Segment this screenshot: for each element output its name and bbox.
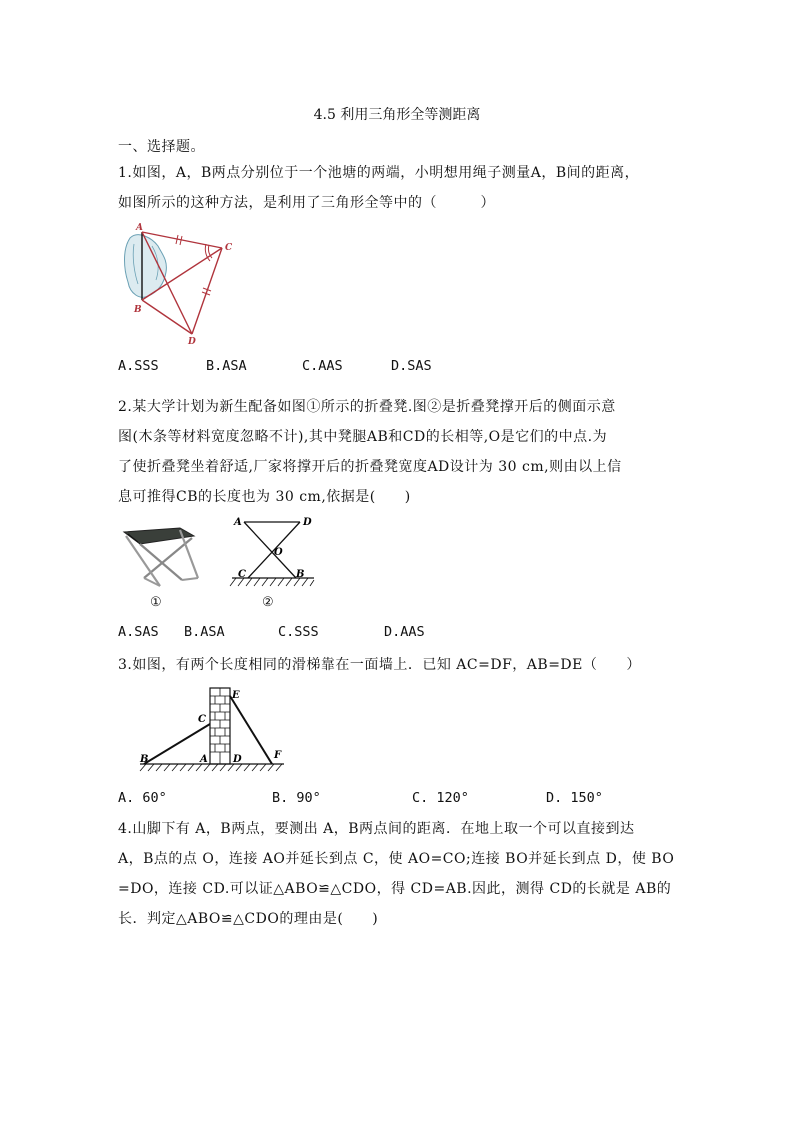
label-e: E	[232, 690, 240, 701]
q1-pond-figure	[118, 220, 238, 346]
q3-line-1: 3.如图，有两个长度相同的滑梯靠在一面墙上．已知 AC=DF，AB=DE（ ）	[118, 657, 641, 673]
label-c: C	[198, 714, 206, 725]
q1-option-d[interactable]: D.SAS	[391, 358, 432, 374]
q2-option-a[interactable]: A.SAS	[118, 624, 159, 640]
label-a: A	[200, 754, 208, 765]
q1-line-2: 如图所示的这种方法，是利用了三角形全等中的（ ）	[118, 195, 495, 211]
q3-option-b[interactable]: B. 90°	[272, 790, 321, 806]
label-b: B	[134, 305, 142, 315]
q4-line-3: =DO，连接 CD.可以证△ABO≌△CDO，得 CD=AB.因此，测得 CD的长就是 AB的	[118, 881, 672, 897]
folding-stool-photo	[120, 524, 202, 590]
q2-line-3: 了使折叠凳坐着舒适,厂家将撑开后的折叠凳宽度AD设计为 30 cm,则由以上信	[118, 459, 622, 475]
q1-option-a[interactable]: A.SSS	[118, 358, 159, 374]
label-d: D	[303, 517, 312, 528]
label-o: O	[274, 547, 283, 558]
q2-option-b[interactable]: B.ASA	[184, 624, 225, 640]
label-c: C	[225, 243, 233, 253]
fig2-caption: ②	[262, 595, 274, 610]
stool-diagram	[226, 512, 322, 592]
q2-line-1: 2.某大学计划为新生配备如图①所示的折叠凳.图②是折叠凳撑开后的侧面示意	[118, 399, 616, 415]
segment-cd	[192, 248, 222, 334]
leg-ab	[244, 522, 296, 578]
section-heading: 一、选择题。	[118, 139, 205, 155]
q1-option-b[interactable]: B.ASA	[206, 358, 247, 374]
label-b: B	[296, 569, 305, 580]
fig1-caption: ①	[150, 595, 162, 610]
label-d: D	[188, 337, 196, 346]
q3-option-d[interactable]: D. 150°	[546, 790, 603, 806]
q2-line-4: 息可推得CB的长度也为 30 cm,依据是( )	[118, 489, 411, 505]
q4-line-1: 4.山脚下有 A，B两点，要测出 A，B两点间的距离．在地上取一个可以直接到达	[118, 821, 635, 837]
q3-option-a[interactable]: A. 60°	[118, 790, 167, 806]
q3-option-c[interactable]: C. 120°	[412, 790, 469, 806]
q2-option-d[interactable]: D.AAS	[384, 624, 425, 640]
label-a: A	[136, 223, 143, 233]
label-a: A	[234, 517, 242, 528]
page-title: 4.5 利用三角形全等测距离	[313, 107, 481, 123]
q2-option-c[interactable]: C.SSS	[278, 624, 319, 640]
label-f: F	[274, 750, 282, 761]
label-d: D	[233, 754, 242, 765]
q2-line-2: 图(木条等材料宽度忽略不计),其中凳腿AB和CD的长相等,O是它们的中点.为	[118, 429, 608, 445]
label-b: B	[140, 754, 149, 765]
label-c: C	[238, 569, 246, 580]
q1-line-1: 1.如图，A，B两点分别位于一个池塘的两端，小明想用绳子测量A，B间的距离，	[118, 165, 640, 181]
segment-bd	[142, 300, 192, 334]
slide-wall-figure	[136, 684, 288, 776]
q1-option-c[interactable]: C.AAS	[302, 358, 343, 374]
q4-line-4: 长．判定△ABO≌△CDO的理由是( )	[118, 911, 379, 927]
q4-line-2: A，B点的点 O，连接 AO并延长到点 C，使 AO=CO;连接 BO并延长到点 D，使 BO	[118, 851, 675, 867]
